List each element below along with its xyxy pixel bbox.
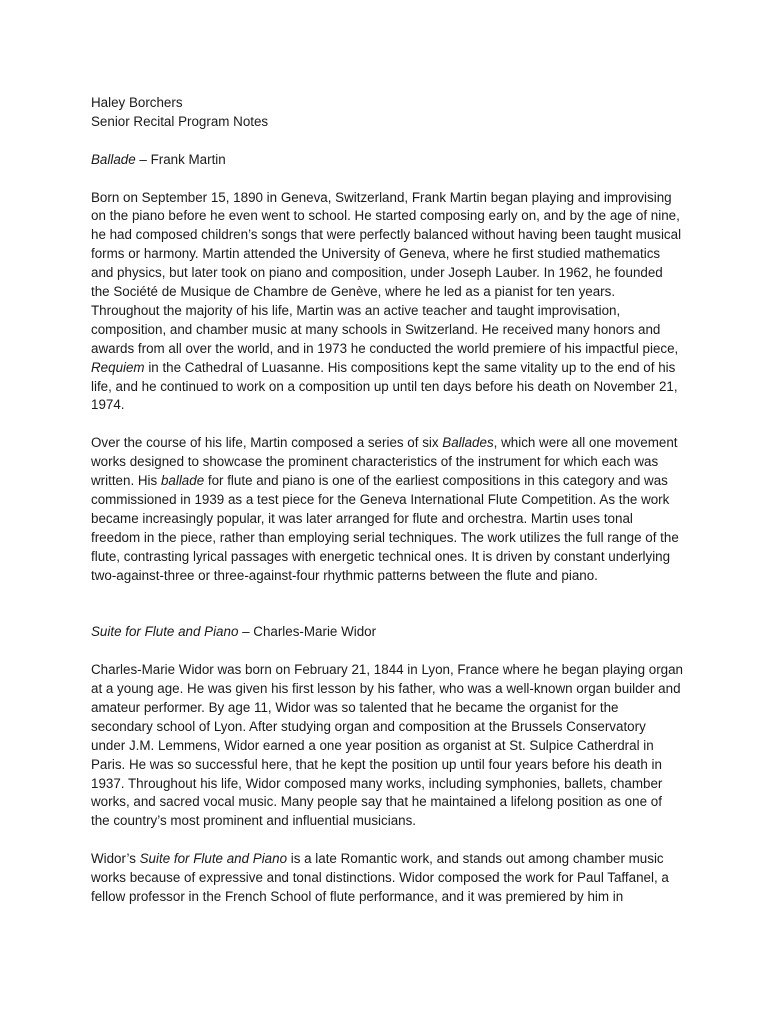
piece-title-1: Ballade — [91, 151, 136, 167]
text-run: Charles-Marie Widor was born on February 21, 1844 in Lyon, France where he began playing organ at a young age. He was given his first lesson by his father, who was a well-known organ builder and amateur performer. By age 11, Widor was so talented that he became the organist for the secondary school of Lyon. After studying organ and composition at the Brussels Conservatory under J.M. Lemmens, Widor earned a one year position as organist at St. Sulpice Catherdral in Paris. He was so successful here, that he kept the position up until four years before his death in 1937. Throughout his life, Widor composed many works, including symphonies, ballets, chamber works, and sacred vocal music. Many people say that he maintained a lifelong position as one of the country’s most prominent and influential musicians. — [91, 662, 683, 829]
text-run: for flute and piano is one of the earliest compositions in this category and was commissioned in 1939 as a test piece for the Geneva International Flute Competition. As the work became increasingly popular, it was later arranged for flute and orchestra. Martin uses tonal freedom in the piece, rather than employing serial techniques. The work utilizes the full range of the flute, contrasting lyrical passages with energetic technical ones. It is driven by constant underlying two-against-three or three-against-four rhythmic patterns between the flute and piano. — [91, 473, 679, 583]
text-run: , which were all one movement works designed to showcase the prominent characteristics of the instrument for which each was written. His — [91, 435, 678, 489]
piece-separator-2: – — [238, 624, 254, 640]
piece-title-2: Suite for Flute and Piano — [91, 624, 239, 640]
piece-composer-1: Frank Martin — [150, 151, 226, 167]
author-name: Haley Borchers — [91, 95, 183, 110]
piece-heading-2 — [91, 623, 683, 642]
paragraph — [91, 661, 683, 831]
piece-heading-1 — [91, 151, 683, 170]
paragraph — [91, 434, 683, 585]
text-run: Over the course of his life, Martin composed a series of six — [91, 435, 443, 451]
paragraph — [91, 189, 683, 416]
piece-separator-1: – — [135, 151, 151, 167]
paragraph — [91, 850, 683, 907]
text-run: is a late Romantic work, and stands out among chamber music works because of expressive and tonal distinctions. Widor composed the work for Paul Taffanel, a fellow professor in the French School of flute performance, and it was premiered by him in — [91, 851, 669, 904]
italic-title-run: Requiem — [91, 359, 145, 375]
piece-composer-2: Charles-Marie Widor — [253, 624, 377, 640]
italic-title-run: Suite for Flute and Piano — [139, 851, 288, 867]
italic-title-run: ballade — [160, 473, 205, 489]
text-run: Born on September 15, 1890 in Geneva, Switzerland, Frank Martin began playing and improvising on the piano before he even went to school. He started composing early on, and by the age of nine, he had composed children’s songs that were perfectly balanced without having been taught musical forms or harmony. Martin attended the University of Geneva, where he first studied mathematics and physics, but later took on piano and composition, under Joseph Lauber. In 1962, he founded the Société de Musique de Chambre de Genève, where he led as a pianist for ten years. Throughout the majority of his life, Martin was an active teacher and taught improvisation, composition, and chamber music at many schools in Switzerland. He received many honors and awards from all over the world, and in 1973 he conducted the world premiere of his impactful piece, — [91, 189, 682, 356]
document-subtitle: Senior Recital Program Notes — [91, 113, 269, 129]
text-run: Widor’s — [91, 851, 140, 867]
document-body — [91, 94, 683, 907]
text-run: in the Cathedral of Luasanne. His compositions kept the same vitality up to the end of his life, and he continued to work on a composition up until ten days before his death on November 21, 1974. — [91, 359, 678, 413]
italic-title-run: Ballades — [442, 435, 494, 451]
